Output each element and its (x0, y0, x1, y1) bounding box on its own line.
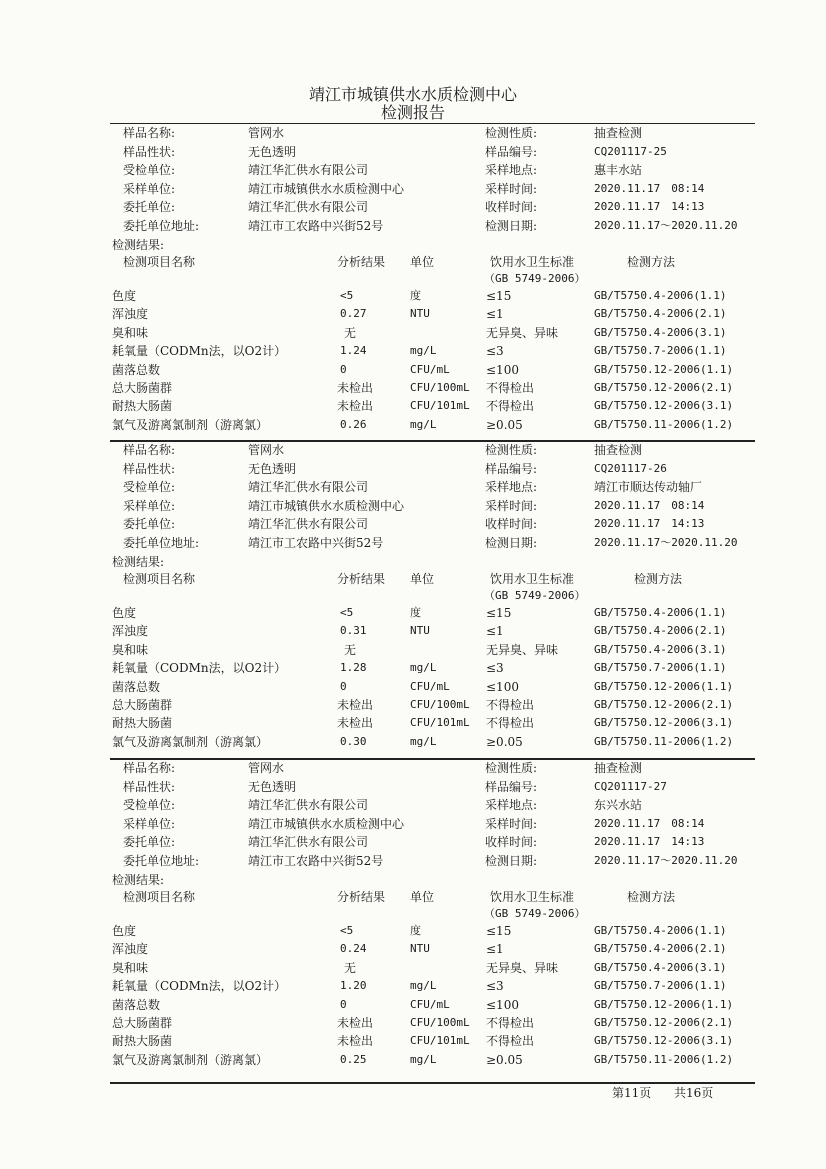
row-item: 色度 (112, 924, 137, 938)
label-test-date: 检测日期: (485, 535, 538, 550)
row-unit: CFU/101mL (410, 1034, 470, 1048)
row-unit: CFU/101mL (410, 399, 470, 413)
row-method: GB/T5750.4-2006(1.1) (594, 924, 727, 937)
row-item: 臭和味 (112, 325, 149, 340)
label-receive-time: 收样时间: (485, 835, 538, 849)
row-unit: NTU (410, 307, 430, 321)
row-result: 0.26 (340, 417, 367, 431)
label-receive-time: 收样时间: (485, 200, 538, 214)
row-standard: ≤15 (486, 606, 512, 620)
row-unit: CFU/mL (410, 997, 450, 1011)
row-unit: mg/L (410, 661, 437, 675)
row-item: 色度 (112, 289, 137, 303)
row-unit: CFU/mL (410, 362, 450, 376)
label-sample-appearance: 样品性状: (123, 461, 176, 476)
col-header-standard: 饮用水卫生标准 (490, 255, 575, 269)
section-divider (110, 440, 755, 442)
value-sampling-time: 2020.11.17 08:14 (594, 181, 705, 195)
row-standard: ≤1 (486, 307, 504, 322)
row-method: GB/T5750.7-2006(1.1) (594, 344, 727, 358)
value-sampling-site: 东兴水站 (594, 798, 643, 812)
row-standard: ≤1 (486, 624, 504, 639)
row-item: 臭和味 (112, 642, 149, 657)
row-method: GB/T5750.12-2006(2.1) (594, 1016, 734, 1029)
row-standard: 不得检出 (486, 716, 535, 731)
label-entrusting-address: 委托单位地址: (123, 535, 200, 550)
row-method: GB/T5750.4-2006(2.1) (594, 624, 727, 638)
footer-divider (110, 1082, 755, 1084)
row-standard: ≤15 (486, 924, 512, 938)
value-sampling-time: 2020.11.17 08:14 (594, 816, 705, 830)
row-method: GB/T5750.7-2006(1.1) (594, 979, 727, 993)
row-unit: CFU/mL (410, 679, 450, 693)
row-item: 耗氧量（CODMn法，以O2计） (112, 661, 287, 676)
row-method: GB/T5750.12-2006(2.1) (594, 381, 734, 394)
value-sample-no: CQ201117-27 (594, 779, 667, 793)
row-result: 1.20 (340, 979, 367, 993)
value-test-nature: 抽查检测 (594, 126, 643, 140)
page-total: 共16页 (674, 1086, 714, 1100)
row-method: GB/T5750.11-2006(1.2) (594, 734, 734, 748)
row-result: 0 (340, 679, 347, 693)
label-sample-no: 样品编号: (485, 461, 538, 476)
row-result: 无 (344, 642, 357, 657)
label-inspected-unit: 受检单位: (123, 163, 176, 177)
value-test-date: 2020.11.17～2020.11.20 (594, 853, 738, 867)
row-method: GB/T5750.12-2006(3.1) (594, 1034, 734, 1048)
row-standard: ≤15 (486, 289, 512, 303)
value-test-nature: 抽查检测 (594, 761, 643, 775)
row-item: 氯气及游离氯制剂（游离氯） (112, 417, 269, 432)
row-unit: NTU (410, 942, 430, 956)
value-sampling-unit: 靖江市城镇供水水质检测中心 (248, 181, 405, 196)
value-sample-appearance: 无色透明 (248, 461, 297, 476)
row-result: 0 (340, 362, 347, 376)
row-item: 菌落总数 (112, 997, 161, 1012)
row-unit: CFU/101mL (410, 716, 470, 730)
row-method: GB/T5750.12-2006(3.1) (594, 716, 734, 730)
label-sampling-time: 采样时间: (485, 816, 538, 831)
label-inspected-unit: 受检单位: (123, 798, 176, 812)
row-result: 1.24 (340, 344, 367, 358)
row-standard: ≤100 (486, 679, 519, 694)
row-standard: ≤3 (486, 979, 504, 994)
col-header-method: 检测方法 (627, 890, 676, 904)
row-standard: ≤3 (486, 344, 504, 359)
value-entrusting-unit: 靖江华汇供水有限公司 (248, 200, 369, 214)
value-test-nature: 抽查检测 (594, 443, 643, 457)
value-sample-no: CQ201117-25 (594, 144, 667, 158)
value-sampling-unit: 靖江市城镇供水水质检测中心 (248, 498, 405, 513)
label-sampling-site: 采样地点: (485, 798, 538, 812)
label-sample-no: 样品编号: (485, 144, 538, 159)
row-standard: 不得检出 (486, 698, 535, 712)
value-entrusting-unit: 靖江华汇供水有限公司 (248, 835, 369, 849)
row-unit: mg/L (410, 1052, 437, 1066)
row-unit: mg/L (410, 979, 437, 993)
row-standard: 不得检出 (486, 399, 535, 414)
value-entrusting-address: 靖江市工农路中兴街52号 (248, 535, 384, 550)
label-sample-no: 样品编号: (485, 779, 538, 794)
value-sampling-site: 靖江市顺达传动轴厂 (594, 480, 703, 494)
label-receive-time: 收样时间: (485, 517, 538, 531)
value-sampling-unit: 靖江市城镇供水水质检测中心 (248, 816, 405, 831)
row-method: GB/T5750.12-2006(2.1) (594, 698, 734, 711)
row-standard: 无异臭、异味 (486, 325, 559, 340)
col-header-standard: 饮用水卫生标准 (490, 890, 575, 904)
value-sample-appearance: 无色透明 (248, 779, 297, 794)
col-header-item: 检测项目名称 (123, 572, 196, 586)
row-unit: mg/L (410, 734, 437, 748)
value-sample-name: 管网水 (248, 443, 285, 457)
row-method: GB/T5750.4-2006(2.1) (594, 942, 727, 956)
value-inspected-unit: 靖江华汇供水有限公司 (248, 798, 369, 812)
row-method: GB/T5750.12-2006(1.1) (594, 679, 734, 693)
col-header-result: 分析结果 (337, 890, 386, 904)
value-sampling-time: 2020.11.17 08:14 (594, 498, 705, 512)
row-unit: 度 (410, 606, 421, 619)
row-method: GB/T5750.12-2006(1.1) (594, 362, 734, 376)
report-org-title: 靖江市城镇供水水质检测中心 (308, 85, 517, 104)
label-sample-name: 样品名称: (123, 126, 176, 140)
label-entrusting-address: 委托单位地址: (123, 853, 200, 868)
row-method: GB/T5750.12-2006(3.1) (594, 399, 734, 413)
col-header-standard-ref: （GB 5749-2006） (484, 589, 586, 602)
row-result: 1.28 (340, 661, 367, 675)
col-header-standard-ref: （GB 5749-2006） (484, 907, 586, 920)
label-sample-name: 样品名称: (123, 761, 176, 775)
row-standard: ≤100 (486, 997, 519, 1012)
row-item: 耐热大肠菌 (112, 716, 173, 731)
row-result: <5 (340, 924, 354, 937)
label-sample-appearance: 样品性状: (123, 144, 176, 159)
label-sampling-unit: 采样单位: (123, 181, 176, 196)
value-entrusting-unit: 靖江华汇供水有限公司 (248, 517, 369, 531)
row-item: 耐热大肠菌 (112, 1034, 173, 1049)
row-standard: 不得检出 (486, 1016, 535, 1030)
row-item: 总大肠菌群 (112, 698, 173, 712)
row-standard: 不得检出 (486, 1034, 535, 1049)
col-header-unit: 单位 (410, 572, 435, 586)
page-number: 第11页 (612, 1086, 652, 1100)
row-item: 浑浊度 (112, 624, 149, 639)
results-label: 检测结果: (112, 555, 165, 569)
col-header-unit: 单位 (410, 255, 435, 269)
value-sample-name: 管网水 (248, 126, 285, 140)
row-result: 未检出 (337, 381, 374, 395)
label-entrusting-unit: 委托单位: (123, 835, 176, 849)
value-inspected-unit: 靖江华汇供水有限公司 (248, 163, 369, 177)
label-test-date: 检测日期: (485, 853, 538, 868)
row-unit: CFU/100mL (410, 698, 470, 711)
value-inspected-unit: 靖江华汇供水有限公司 (248, 480, 369, 494)
row-result: 0 (340, 997, 347, 1011)
value-sampling-site: 惠丰水站 (594, 163, 643, 177)
row-result: 未检出 (337, 1016, 374, 1030)
row-method: GB/T5750.7-2006(1.1) (594, 661, 727, 675)
value-receive-time: 2020.11.17 14:13 (594, 200, 705, 213)
row-result: 0.27 (340, 307, 367, 321)
label-inspected-unit: 受检单位: (123, 480, 176, 494)
value-receive-time: 2020.11.17 14:13 (594, 517, 705, 530)
row-item: 耗氧量（CODMn法，以O2计） (112, 979, 287, 994)
row-unit: 度 (410, 289, 421, 302)
row-item: 氯气及游离氯制剂（游离氯） (112, 1052, 269, 1067)
row-standard: 无异臭、异味 (486, 642, 559, 657)
row-method: GB/T5750.11-2006(1.2) (594, 417, 734, 431)
label-sampling-site: 采样地点: (485, 163, 538, 177)
row-result: 0.24 (340, 942, 367, 956)
row-item: 菌落总数 (112, 679, 161, 694)
row-item: 菌落总数 (112, 362, 161, 377)
row-result: 无 (344, 325, 357, 340)
label-sampling-unit: 采样单位: (123, 816, 176, 831)
row-item: 总大肠菌群 (112, 381, 173, 395)
value-test-date: 2020.11.17～2020.11.20 (594, 535, 738, 549)
row-result: 未检出 (337, 1034, 374, 1049)
row-method: GB/T5750.4-2006(1.1) (594, 289, 727, 302)
label-sample-appearance: 样品性状: (123, 779, 176, 794)
col-header-unit: 单位 (410, 890, 435, 904)
row-result: 无 (344, 960, 357, 975)
label-sampling-site: 采样地点: (485, 480, 538, 494)
row-item: 浑浊度 (112, 942, 149, 957)
row-standard: ≤3 (486, 661, 504, 676)
value-test-date: 2020.11.17～2020.11.20 (594, 218, 738, 232)
label-entrusting-unit: 委托单位: (123, 200, 176, 214)
report-title: 检测报告 (380, 103, 445, 122)
row-unit: 度 (410, 924, 421, 937)
label-sampling-time: 采样时间: (485, 181, 538, 196)
row-result: 未检出 (337, 399, 374, 414)
row-method: GB/T5750.4-2006(3.1) (594, 325, 727, 339)
col-header-result: 分析结果 (337, 572, 386, 586)
section-divider (110, 758, 755, 760)
value-sample-no: CQ201117-26 (594, 461, 667, 475)
results-label: 检测结果: (112, 238, 165, 252)
row-result: <5 (340, 606, 354, 619)
row-result: 0.30 (340, 734, 367, 748)
value-sample-name: 管网水 (248, 761, 285, 775)
row-result: 未检出 (337, 716, 374, 731)
label-test-nature: 检测性质: (485, 761, 538, 775)
row-item: 浑浊度 (112, 307, 149, 322)
row-method: GB/T5750.4-2006(3.1) (594, 642, 727, 656)
row-method: GB/T5750.4-2006(3.1) (594, 960, 727, 974)
row-unit: mg/L (410, 344, 437, 358)
label-test-nature: 检测性质: (485, 126, 538, 140)
row-standard: ≤100 (486, 362, 519, 377)
value-entrusting-address: 靖江市工农路中兴街52号 (248, 853, 384, 868)
row-method: GB/T5750.4-2006(1.1) (594, 606, 727, 619)
col-header-item: 检测项目名称 (123, 890, 196, 904)
row-item: 耐热大肠菌 (112, 399, 173, 414)
col-header-standard-ref: （GB 5749-2006） (484, 272, 586, 285)
row-standard: ≥0.05 (486, 1052, 523, 1067)
col-header-standard: 饮用水卫生标准 (490, 572, 575, 586)
value-entrusting-address: 靖江市工农路中兴街52号 (248, 218, 384, 233)
row-unit: CFU/100mL (410, 1016, 470, 1029)
row-item: 色度 (112, 606, 137, 620)
row-item: 总大肠菌群 (112, 1016, 173, 1030)
row-standard: 无异臭、异味 (486, 960, 559, 975)
row-item: 臭和味 (112, 960, 149, 975)
col-header-method: 检测方法 (627, 255, 676, 269)
row-standard: ≤1 (486, 942, 504, 957)
label-entrusting-address: 委托单位地址: (123, 218, 200, 233)
col-header-method: 检测方法 (634, 572, 683, 586)
row-unit: mg/L (410, 417, 437, 431)
results-label: 检测结果: (112, 873, 165, 887)
label-sampling-unit: 采样单位: (123, 498, 176, 513)
col-header-result: 分析结果 (337, 255, 386, 269)
row-result: 0.31 (340, 624, 367, 638)
row-item: 氯气及游离氯制剂（游离氯） (112, 734, 269, 749)
row-result: <5 (340, 289, 354, 302)
row-unit: NTU (410, 624, 430, 638)
label-sample-name: 样品名称: (123, 443, 176, 457)
label-test-date: 检测日期: (485, 218, 538, 233)
row-method: GB/T5750.12-2006(1.1) (594, 997, 734, 1011)
label-entrusting-unit: 委托单位: (123, 517, 176, 531)
row-item: 耗氧量（CODMn法，以O2计） (112, 344, 287, 359)
value-receive-time: 2020.11.17 14:13 (594, 835, 705, 848)
row-method: GB/T5750.11-2006(1.2) (594, 1052, 734, 1066)
section-divider (110, 123, 755, 124)
label-test-nature: 检测性质: (485, 443, 538, 457)
row-method: GB/T5750.4-2006(2.1) (594, 307, 727, 321)
label-sampling-time: 采样时间: (485, 498, 538, 513)
row-result: 未检出 (337, 698, 374, 712)
value-sample-appearance: 无色透明 (248, 144, 297, 159)
row-unit: CFU/100mL (410, 381, 470, 394)
row-standard: 不得检出 (486, 381, 535, 395)
row-standard: ≥0.05 (486, 417, 523, 432)
row-result: 0.25 (340, 1052, 367, 1066)
col-header-item: 检测项目名称 (123, 255, 196, 269)
row-standard: ≥0.05 (486, 734, 523, 749)
